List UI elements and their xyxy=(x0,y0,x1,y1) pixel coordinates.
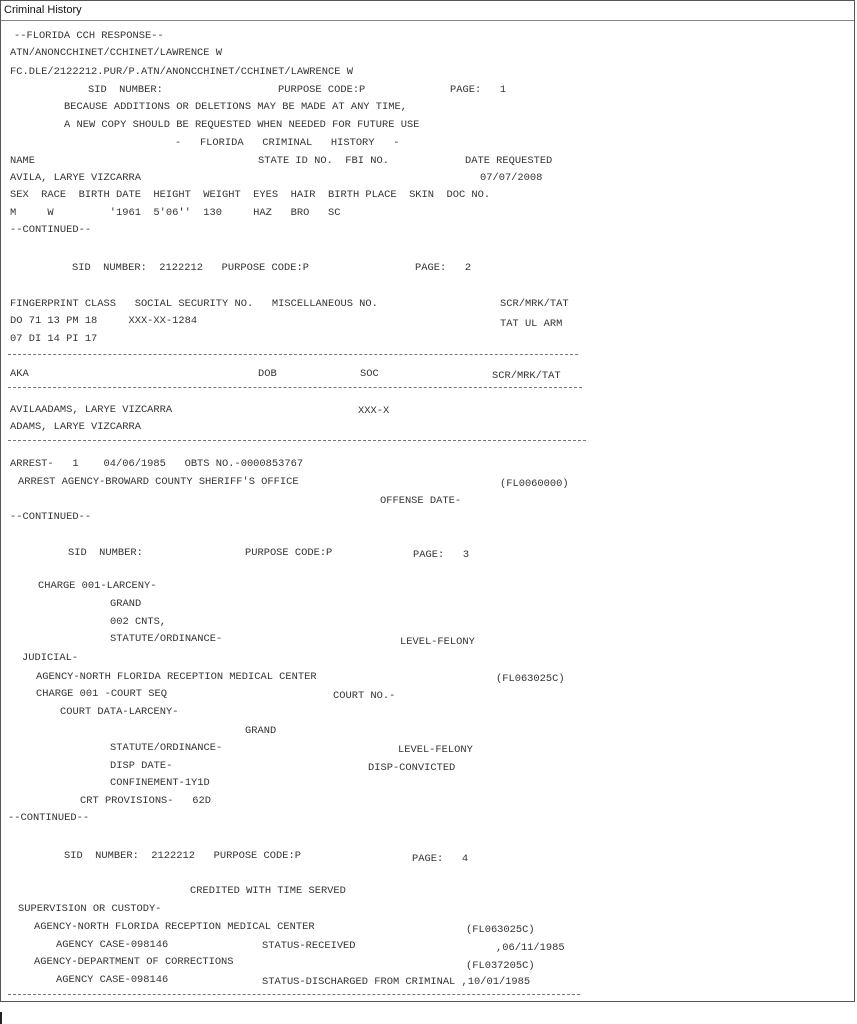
document-line: SEX RACE BIRTH DATE HEIGHT WEIGHT EYES HAIR BIRTH PLACE SKIN DOC NO. xyxy=(10,189,491,201)
document-line: A NEW COPY SHOULD BE REQUESTED WHEN NEEDED FOR FUTURE USE xyxy=(64,119,420,131)
document-line: --CONTINUED-- xyxy=(8,812,90,824)
document-line: AGENCY CASE-098146 xyxy=(56,939,169,951)
document-line: PAGE: 1 xyxy=(450,84,507,96)
document-line: AGENCY-NORTH FLORIDA RECEPTION MEDICAL CENTER xyxy=(34,921,315,933)
document-line: PURPOSE CODE:P xyxy=(245,547,333,559)
document-line: COURT NO.- xyxy=(333,690,396,702)
document-line: PAGE: 2 xyxy=(415,262,472,274)
document-line: AKA xyxy=(10,368,29,380)
document-line: DOB xyxy=(258,368,277,380)
document-line: CRT PROVISIONS- 62D xyxy=(80,795,211,807)
document-line: AGENCY-DEPARTMENT OF CORRECTIONS xyxy=(34,956,234,968)
document-line: - FLORIDA CRIMINAL HISTORY - xyxy=(175,137,400,149)
document-line: ARREST- 1 04/06/1985 OBTS NO.-0000853767 xyxy=(10,458,304,470)
document-line: GRAND xyxy=(110,598,142,610)
document-line: --CONTINUED-- xyxy=(10,224,92,236)
document-line: XXX-X xyxy=(358,405,390,417)
document-line: DO 71 13 PM 18 XXX-XX-1284 xyxy=(10,315,198,327)
document-line: OFFENSE DATE- xyxy=(380,495,462,507)
document-line: AGENCY-NORTH FLORIDA RECEPTION MEDICAL CENTER xyxy=(36,671,317,683)
document-line: FINGERPRINT CLASS SOCIAL SECURITY NO. MISCELLANEOUS NO. xyxy=(10,298,378,310)
document-line: M W '1961 5'06'' 130 HAZ BRO SC xyxy=(10,207,341,219)
document-line: NAME xyxy=(10,155,35,167)
document-line: CHARGE 001 -COURT SEQ xyxy=(36,688,167,700)
document-line: STATUTE/ORDINANCE- xyxy=(110,633,223,645)
document-line: AVILA, LARYE VIZCARRA xyxy=(10,172,141,184)
document-line: SCR/MRK/TAT xyxy=(500,298,569,310)
document-line: (FL063025C) xyxy=(496,673,565,685)
document-line: ADAMS, LARYE VIZCARRA xyxy=(10,421,141,433)
document-line: DISP DATE- xyxy=(110,760,173,772)
document-line: FC.DLE/2122212.PUR/P.ATN/ANONCCHINET/CCHINET/LAWRENCE W xyxy=(10,66,353,78)
document-line: DISP-CONVICTED xyxy=(368,762,456,774)
document-line: 002 CNTS, xyxy=(110,616,167,628)
document-line: SCR/MRK/TAT xyxy=(492,370,561,382)
document-line: ,06/11/1985 xyxy=(496,942,565,954)
document-line: SID NUMBER: 2122212 PURPOSE CODE:P xyxy=(72,262,309,274)
document-line: --CONTINUED-- xyxy=(10,511,92,523)
document-line: PAGE: 4 xyxy=(412,853,469,865)
document-line: AVILAADAMS, LARYE VIZCARRA xyxy=(10,404,173,416)
document-line: BECAUSE ADDITIONS OR DELETIONS MAY BE MADE AT ANY TIME, xyxy=(64,101,407,113)
document-line: SID NUMBER: 2122212 PURPOSE CODE:P xyxy=(64,850,301,862)
document-line: LEVEL-FELONY xyxy=(400,636,475,648)
document-line: LEVEL-FELONY xyxy=(398,744,473,756)
document-line: SID NUMBER: xyxy=(68,547,143,559)
document-line: TAT UL ARM xyxy=(500,318,563,330)
document-line: AGENCY CASE-098146 xyxy=(56,974,169,986)
document-line: CHARGE 001-LARCENY- xyxy=(38,580,157,592)
document-line: SOC xyxy=(360,368,379,380)
document-line: --FLORIDA CCH RESPONSE-- xyxy=(14,30,164,42)
document-line: STATUS-DISCHARGED FROM CRIMINAL ,10/01/1985 xyxy=(262,976,531,988)
window-title: Criminal History xyxy=(1,1,854,21)
document-line: STATE ID NO. FBI NO. xyxy=(258,155,389,167)
document-line: ATN/ANONCCHINET/CCHINET/LAWRENCE W xyxy=(10,47,223,59)
document-line: (FL063025C) xyxy=(466,924,535,936)
document-line: STATUS-RECEIVED xyxy=(262,940,356,952)
document-line: CREDITED WITH TIME SERVED xyxy=(190,885,346,897)
document-line: (FL037205C) xyxy=(466,960,535,972)
document-line: 07/07/2008 xyxy=(480,172,543,184)
document-line: STATUTE/ORDINANCE- xyxy=(110,742,223,754)
document-line: JUDICIAL- xyxy=(22,652,79,664)
document-line: COURT DATA-LARCENY- xyxy=(60,706,179,718)
document-line: SID NUMBER: xyxy=(88,84,163,96)
document-line: ARREST AGENCY-BROWARD COUNTY SHERIFF'S OFFICE xyxy=(18,476,299,488)
page-edge-mark xyxy=(0,1012,2,1024)
document-line: CONFINEMENT-1Y1D xyxy=(110,777,210,789)
document-line: PURPOSE CODE:P xyxy=(278,84,366,96)
document-line: (FL0060000) xyxy=(500,478,569,490)
document-line: GRAND xyxy=(245,725,277,737)
document-line: SUPERVISION OR CUSTODY- xyxy=(18,903,162,915)
document-line: 07 DI 14 PI 17 xyxy=(10,333,98,345)
document-line: DATE REQUESTED xyxy=(465,155,553,167)
document-line: PAGE: 3 xyxy=(413,549,470,561)
